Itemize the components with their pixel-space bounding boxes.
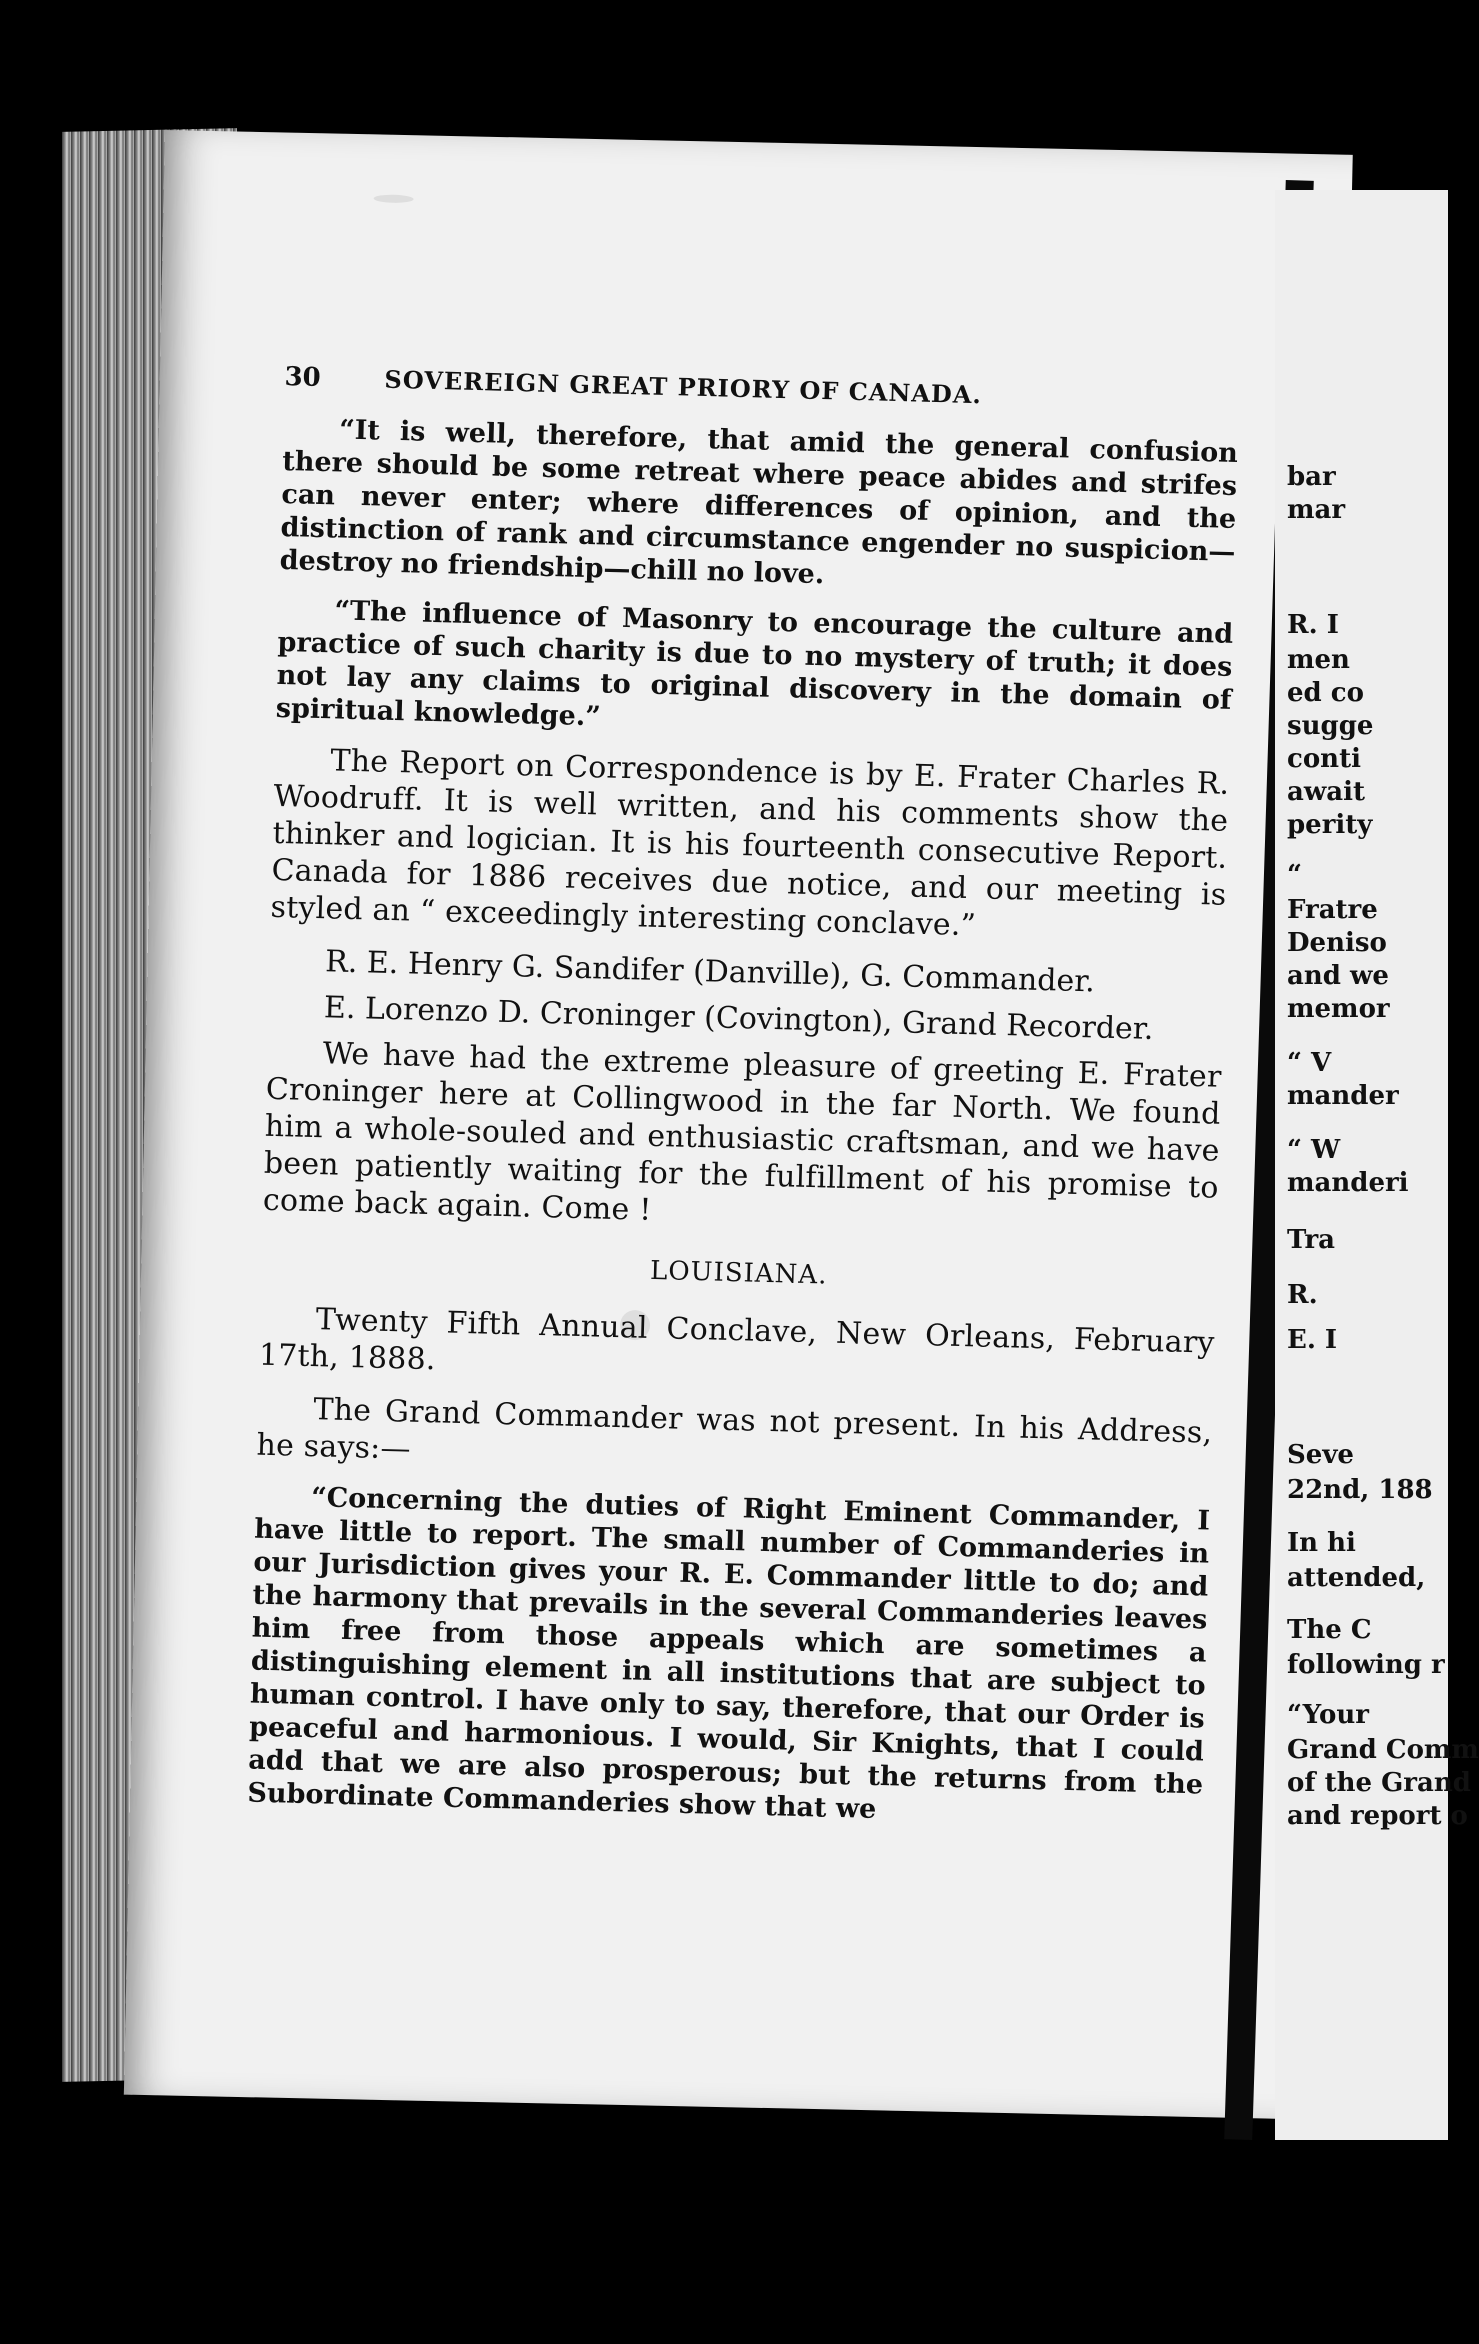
right-page-line: perity	[1287, 810, 1373, 840]
page-number: 30	[284, 361, 322, 393]
right-page-line: R. I	[1287, 610, 1339, 640]
right-page-line: R.	[1287, 1280, 1318, 1310]
quote-paragraph: “Concerning the duties of Right Eminent Commander, I have little to report. The small number of Commanderies in our Jurisdiction gives your R. E. Commander little to do; and the harmony that prevails in the several Commanderies leaves him free from those appeals which are sometimes a distinguishing element in all institutions that are subject to human control. I have only to say, therefore, that our Order is peaceful and harmonious. I would, Sir Knights, that I could add that we are also prosperous; but the returns from the Subordinate Commanderies show that we	[247, 1482, 1211, 1825]
right-page-line: await	[1287, 777, 1365, 807]
grand-recorder-line: E. Lorenzo D. Croninger (Covington), Grand Recorder.	[323, 990, 1154, 1047]
right-page-line: memor	[1287, 994, 1390, 1024]
right-page-line: mar	[1287, 495, 1346, 525]
right-page-fragment	[1275, 190, 1479, 2140]
right-page-line: 22nd, 188	[1287, 1475, 1433, 1505]
right-page-line: Tra	[1287, 1225, 1336, 1255]
right-page-line: “Your	[1287, 1700, 1369, 1730]
right-page-line: “ V	[1287, 1048, 1332, 1078]
report-paragraph: The Report on Correspondence is by E. Frater Charles R. Woodruff. It is well written, and his comments show the thinker and logician. It is his fourteenth consecutive Report. Canada for 1886 receives due notice, and our meeting is styled an “ exceedingly interesting conclave.”	[270, 743, 1230, 944]
right-page-line: sugge	[1287, 711, 1374, 741]
right-page-line: following r	[1287, 1650, 1445, 1680]
right-page-line: Seve	[1287, 1440, 1354, 1470]
right-page-line: Grand Comm	[1287, 1735, 1479, 1765]
right-page-line: “	[1287, 860, 1302, 890]
right-page-line: “ W	[1287, 1135, 1341, 1165]
right-page-line: The C	[1287, 1615, 1372, 1645]
right-page-line: and we	[1287, 961, 1389, 991]
right-page-line: Deniso	[1287, 928, 1387, 958]
conclave-paragraph: Twenty Fifth Annual Conclave, New Orleans, February 17th, 1888.	[258, 1302, 1216, 1378]
right-page-line: and report o	[1287, 1801, 1468, 1831]
right-page-line: mander	[1287, 1081, 1399, 1111]
quote-paragraph: “The influence of Masonry to encourage the culture and practice of such charity is due to no mystery of truth; it does not lay any claims to original discovery in the domain of spiritual knowledge.”	[275, 595, 1234, 733]
right-page-line: manderi	[1287, 1168, 1409, 1198]
right-page-line: of the Grand	[1287, 1768, 1471, 1798]
right-page-line: Fratre	[1287, 895, 1378, 925]
right-page-line: men	[1287, 645, 1350, 675]
grand-commander-line: R. E. Henry G. Sandifer (Danville), G. Commander.	[324, 944, 1096, 1000]
paper-mark	[374, 194, 414, 203]
right-page-line: bar	[1287, 462, 1336, 492]
right-page-line: In hi	[1287, 1528, 1356, 1558]
address-intro-paragraph: The Grand Commander was not present. In his Address, he says:—	[256, 1392, 1213, 1467]
section-title: LOUISIANA.	[649, 1255, 828, 1291]
right-page-line: conti	[1287, 744, 1361, 774]
right-page-line: attended,	[1287, 1563, 1426, 1593]
running-head: SOVEREIGN GREAT PRIORY OF CANADA.	[384, 364, 983, 410]
page-text-block	[247, 360, 1240, 1850]
greeting-paragraph: We have had the extreme pleasure of greeting E. Frater Croninger here at Collingwood in the far North. We found him a whole-souled and enthusiastic craftsman, and we have been patiently waiting for the fulfillment of his promise to come back again. Come !	[262, 1036, 1223, 1228]
quote-paragraph: “It is well, therefore, that amid the general confusion there should be some retreat where peace abides and strifes can never enter; where differences of opinion, and the distinction of rank and circumstance engender no suspicion—destroy no friendship—chill no love.	[279, 414, 1239, 591]
right-page-line: ed co	[1287, 678, 1364, 708]
right-page-line: E. I	[1287, 1325, 1338, 1355]
